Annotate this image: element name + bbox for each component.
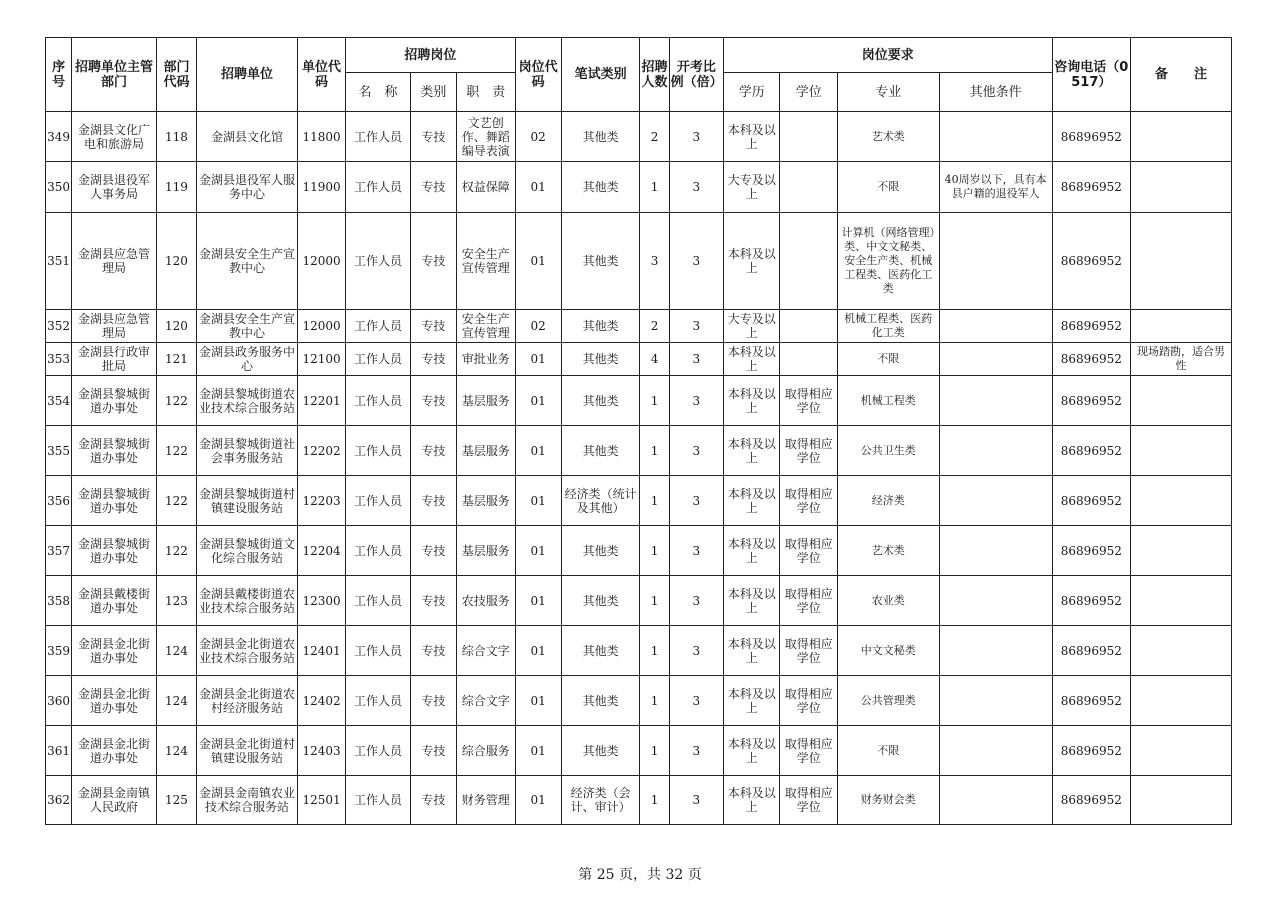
header-position-group: 招聘岗位 [346, 38, 515, 73]
cell-duty: 权益保障 [457, 162, 515, 213]
cell-other [939, 676, 1052, 726]
table-body [46, 112, 1232, 825]
cell-exam: 其他类 [561, 112, 640, 162]
cell-other [939, 576, 1052, 626]
cell-type: 专技 [410, 343, 456, 376]
cell-edu: 大专及以上 [724, 162, 780, 213]
cell-major: 农业类 [837, 576, 939, 626]
cell-seq: 352 [46, 310, 72, 343]
cell-type: 专技 [410, 376, 456, 426]
cell-count: 1 [640, 476, 669, 526]
cell-unit-code: 12501 [297, 776, 345, 825]
cell-name: 工作人员 [346, 626, 410, 676]
recruitment-table [45, 37, 1232, 825]
cell-major: 经济类 [837, 476, 939, 526]
header-major: 专业 [837, 73, 939, 112]
cell-remark [1131, 162, 1232, 213]
cell-name: 工作人员 [346, 726, 410, 776]
table-row [46, 676, 1232, 726]
cell-other [939, 476, 1052, 526]
cell-edu: 本科及以上 [724, 476, 780, 526]
cell-exam: 其他类 [561, 676, 640, 726]
cell-exam: 其他类 [561, 213, 640, 310]
cell-name: 工作人员 [346, 213, 410, 310]
header-ratio: 开考比例（倍） [669, 38, 723, 112]
header-req-group: 岗位要求 [724, 38, 1052, 73]
cell-unit: 金湖县戴楼街道农业技术综合服务站 [197, 576, 298, 626]
cell-seq: 353 [46, 343, 72, 376]
cell-unit-code: 12100 [297, 343, 345, 376]
cell-type: 专技 [410, 776, 456, 825]
cell-dept: 金湖县黎城街道办事处 [72, 426, 157, 476]
cell-dept-code: 120 [156, 310, 196, 343]
cell-unit: 金湖县黎城街道社会事务服务站 [197, 426, 298, 476]
cell-dept: 金湖县金南镇人民政府 [72, 776, 157, 825]
cell-dept-code: 124 [156, 626, 196, 676]
cell-major: 不限 [837, 726, 939, 776]
cell-major: 艺术类 [837, 112, 939, 162]
cell-unit-code: 12201 [297, 376, 345, 426]
cell-dept: 金湖县黎城街道办事处 [72, 476, 157, 526]
cell-edu: 本科及以上 [724, 776, 780, 825]
cell-count: 1 [640, 426, 669, 476]
cell-remark [1131, 676, 1232, 726]
cell-degree: 取得相应学位 [780, 776, 837, 825]
cell-unit-code: 12300 [297, 576, 345, 626]
cell-unit-code: 12403 [297, 726, 345, 776]
cell-name: 工作人员 [346, 776, 410, 825]
table-row [46, 162, 1232, 213]
cell-dept-code: 120 [156, 213, 196, 310]
cell-type: 专技 [410, 626, 456, 676]
cell-pos-code: 01 [515, 343, 561, 376]
cell-unit: 金湖县金北街道村镇建设服务站 [197, 726, 298, 776]
cell-type: 专技 [410, 476, 456, 526]
cell-seq: 351 [46, 213, 72, 310]
cell-ratio: 3 [669, 726, 723, 776]
header-remark: 备 注 [1131, 38, 1232, 112]
cell-count: 3 [640, 213, 669, 310]
cell-name: 工作人员 [346, 576, 410, 626]
cell-dept: 金湖县金北街道办事处 [72, 626, 157, 676]
cell-ratio: 3 [669, 676, 723, 726]
header-duty: 职 责 [457, 73, 515, 112]
table-row [46, 526, 1232, 576]
cell-other [939, 626, 1052, 676]
cell-major: 公共卫生类 [837, 426, 939, 476]
cell-unit: 金湖县文化馆 [197, 112, 298, 162]
cell-count: 1 [640, 676, 669, 726]
cell-major: 中文文秘类 [837, 626, 939, 676]
cell-type: 专技 [410, 310, 456, 343]
cell-exam: 其他类 [561, 626, 640, 676]
cell-degree [780, 162, 837, 213]
cell-other [939, 343, 1052, 376]
cell-pos-code: 02 [515, 112, 561, 162]
cell-name: 工作人员 [346, 343, 410, 376]
header-name: 名 称 [346, 73, 410, 112]
cell-dept-code: 121 [156, 343, 196, 376]
table-row [46, 626, 1232, 676]
cell-pos-code: 01 [515, 626, 561, 676]
cell-name: 工作人员 [346, 310, 410, 343]
cell-remark: 现场踏勘，适合男性 [1131, 343, 1232, 376]
cell-remark [1131, 776, 1232, 825]
cell-ratio: 3 [669, 426, 723, 476]
cell-pos-code: 01 [515, 776, 561, 825]
cell-unit: 金湖县金北街道农业技术综合服务站 [197, 626, 298, 676]
header-count: 招聘人数 [640, 38, 669, 112]
cell-count: 1 [640, 162, 669, 213]
cell-seq: 349 [46, 112, 72, 162]
cell-major: 艺术类 [837, 526, 939, 576]
cell-degree [780, 213, 837, 310]
cell-dept: 金湖县应急管理局 [72, 213, 157, 310]
cell-duty: 基层服务 [457, 426, 515, 476]
cell-unit-code: 12204 [297, 526, 345, 576]
cell-duty: 财务管理 [457, 776, 515, 825]
cell-pos-code: 01 [515, 576, 561, 626]
cell-count: 2 [640, 310, 669, 343]
cell-degree [780, 112, 837, 162]
cell-type: 专技 [410, 112, 456, 162]
cell-count: 1 [640, 776, 669, 825]
cell-seq: 362 [46, 776, 72, 825]
cell-major: 公共管理类 [837, 676, 939, 726]
cell-exam: 其他类 [561, 343, 640, 376]
cell-edu: 本科及以上 [724, 576, 780, 626]
cell-edu: 本科及以上 [724, 676, 780, 726]
cell-edu: 大专及以上 [724, 310, 780, 343]
cell-type: 专技 [410, 676, 456, 726]
cell-unit-code: 12000 [297, 310, 345, 343]
cell-duty: 综合服务 [457, 726, 515, 776]
cell-degree [780, 343, 837, 376]
cell-unit-code: 11800 [297, 112, 345, 162]
cell-ratio: 3 [669, 112, 723, 162]
cell-unit-code: 12401 [297, 626, 345, 676]
cell-phone: 86896952 [1052, 343, 1131, 376]
table-row [46, 576, 1232, 626]
table-row [46, 726, 1232, 776]
cell-type: 专技 [410, 576, 456, 626]
cell-other [939, 726, 1052, 776]
cell-name: 工作人员 [346, 426, 410, 476]
cell-pos-code: 01 [515, 676, 561, 726]
cell-degree: 取得相应学位 [780, 376, 837, 426]
cell-degree: 取得相应学位 [780, 526, 837, 576]
cell-remark [1131, 526, 1232, 576]
cell-count: 2 [640, 112, 669, 162]
cell-major: 不限 [837, 162, 939, 213]
cell-ratio: 3 [669, 376, 723, 426]
header-seq: 序号 [46, 38, 72, 112]
table-row [46, 476, 1232, 526]
cell-duty: 基层服务 [457, 376, 515, 426]
cell-other: 40周岁以下，具有本县户籍的退役军人 [939, 162, 1052, 213]
cell-duty: 综合文字 [457, 676, 515, 726]
header-type: 类别 [410, 73, 456, 112]
cell-phone: 86896952 [1052, 112, 1131, 162]
cell-unit-code: 12000 [297, 213, 345, 310]
cell-degree: 取得相应学位 [780, 676, 837, 726]
cell-exam: 其他类 [561, 310, 640, 343]
cell-exam: 其他类 [561, 526, 640, 576]
cell-dept-code: 118 [156, 112, 196, 162]
cell-pos-code: 01 [515, 426, 561, 476]
cell-exam: 其他类 [561, 426, 640, 476]
cell-degree: 取得相应学位 [780, 476, 837, 526]
header-degree: 学位 [780, 73, 837, 112]
header-unit: 招聘单位 [197, 38, 298, 112]
cell-ratio: 3 [669, 526, 723, 576]
cell-type: 专技 [410, 726, 456, 776]
cell-other [939, 776, 1052, 825]
cell-major: 不限 [837, 343, 939, 376]
header-dept: 招聘单位主管部门 [72, 38, 157, 112]
cell-ratio: 3 [669, 213, 723, 310]
cell-phone: 86896952 [1052, 476, 1131, 526]
header-exam: 笔试类别 [561, 38, 640, 112]
cell-exam: 经济类（会计、审计） [561, 776, 640, 825]
cell-exam: 其他类 [561, 162, 640, 213]
header-phone: 咨询电话（0517） [1052, 38, 1131, 112]
cell-remark [1131, 376, 1232, 426]
cell-exam: 其他类 [561, 376, 640, 426]
cell-count: 1 [640, 376, 669, 426]
cell-edu: 本科及以上 [724, 726, 780, 776]
cell-type: 专技 [410, 213, 456, 310]
header-edu: 学历 [724, 73, 780, 112]
cell-duty: 综合文字 [457, 626, 515, 676]
cell-remark [1131, 626, 1232, 676]
header-dept-code: 部门代码 [156, 38, 196, 112]
cell-other [939, 310, 1052, 343]
cell-edu: 本科及以上 [724, 626, 780, 676]
cell-phone: 86896952 [1052, 726, 1131, 776]
cell-unit: 金湖县金北街道农村经济服务站 [197, 676, 298, 726]
cell-major: 机械工程类、医药化工类 [837, 310, 939, 343]
cell-pos-code: 01 [515, 526, 561, 576]
cell-major: 计算机（网络管理）类、中文文秘类、安全生产类、机械工程类、医药化工类 [837, 213, 939, 310]
table-header [46, 38, 1232, 112]
cell-dept-code: 123 [156, 576, 196, 626]
cell-remark [1131, 426, 1232, 476]
cell-name: 工作人员 [346, 526, 410, 576]
cell-name: 工作人员 [346, 376, 410, 426]
cell-name: 工作人员 [346, 476, 410, 526]
cell-ratio: 3 [669, 162, 723, 213]
cell-seq: 359 [46, 626, 72, 676]
cell-count: 1 [640, 576, 669, 626]
cell-degree: 取得相应学位 [780, 576, 837, 626]
cell-phone: 86896952 [1052, 526, 1131, 576]
cell-seq: 361 [46, 726, 72, 776]
cell-phone: 86896952 [1052, 213, 1131, 310]
table-row [46, 426, 1232, 476]
cell-remark [1131, 112, 1232, 162]
cell-count: 1 [640, 526, 669, 576]
cell-dept-code: 119 [156, 162, 196, 213]
table-row [46, 310, 1232, 343]
header-unit-code: 单位代码 [297, 38, 345, 112]
cell-other [939, 526, 1052, 576]
cell-exam: 经济类（统计及其他） [561, 476, 640, 526]
cell-dept-code: 124 [156, 676, 196, 726]
cell-remark [1131, 213, 1232, 310]
cell-exam: 其他类 [561, 726, 640, 776]
cell-dept: 金湖县金北街道办事处 [72, 726, 157, 776]
cell-unit: 金湖县退役军人服务中心 [197, 162, 298, 213]
cell-edu: 本科及以上 [724, 376, 780, 426]
cell-remark [1131, 310, 1232, 343]
cell-phone: 86896952 [1052, 376, 1131, 426]
cell-phone: 86896952 [1052, 626, 1131, 676]
cell-dept: 金湖县戴楼街道办事处 [72, 576, 157, 626]
cell-count: 1 [640, 726, 669, 776]
cell-phone: 86896952 [1052, 162, 1131, 213]
cell-edu: 本科及以上 [724, 343, 780, 376]
cell-remark [1131, 726, 1232, 776]
cell-dept-code: 122 [156, 376, 196, 426]
cell-dept-code: 125 [156, 776, 196, 825]
cell-seq: 355 [46, 426, 72, 476]
cell-major: 财务财会类 [837, 776, 939, 825]
page-footer: 第 25 页，共 32 页 [578, 867, 702, 883]
cell-edu: 本科及以上 [724, 213, 780, 310]
cell-seq: 360 [46, 676, 72, 726]
cell-other [939, 426, 1052, 476]
cell-remark [1131, 476, 1232, 526]
cell-dept: 金湖县行政审批局 [72, 343, 157, 376]
cell-ratio: 3 [669, 310, 723, 343]
cell-name: 工作人员 [346, 676, 410, 726]
cell-phone: 86896952 [1052, 776, 1131, 825]
cell-pos-code: 01 [515, 726, 561, 776]
cell-unit-code: 11900 [297, 162, 345, 213]
cell-seq: 356 [46, 476, 72, 526]
cell-unit-code: 12402 [297, 676, 345, 726]
cell-ratio: 3 [669, 343, 723, 376]
cell-type: 专技 [410, 426, 456, 476]
cell-duty: 安全生产宣传管理 [457, 310, 515, 343]
cell-dept-code: 122 [156, 526, 196, 576]
cell-dept: 金湖县黎城街道办事处 [72, 376, 157, 426]
cell-unit: 金湖县黎城街道村镇建设服务站 [197, 476, 298, 526]
cell-type: 专技 [410, 526, 456, 576]
cell-pos-code: 01 [515, 213, 561, 310]
cell-phone: 86896952 [1052, 676, 1131, 726]
cell-pos-code: 01 [515, 162, 561, 213]
cell-count: 4 [640, 343, 669, 376]
cell-seq: 354 [46, 376, 72, 426]
cell-dept-code: 122 [156, 476, 196, 526]
cell-dept: 金湖县文化广电和旅游局 [72, 112, 157, 162]
cell-duty: 基层服务 [457, 526, 515, 576]
table-row [46, 376, 1232, 426]
cell-phone: 86896952 [1052, 576, 1131, 626]
table-row [46, 343, 1232, 376]
cell-dept: 金湖县退役军人事务局 [72, 162, 157, 213]
cell-seq: 358 [46, 576, 72, 626]
cell-major: 机械工程类 [837, 376, 939, 426]
cell-pos-code: 01 [515, 376, 561, 426]
cell-count: 1 [640, 626, 669, 676]
cell-unit-code: 12202 [297, 426, 345, 476]
cell-seq: 357 [46, 526, 72, 576]
cell-dept: 金湖县应急管理局 [72, 310, 157, 343]
cell-duty: 安全生产宣传管理 [457, 213, 515, 310]
cell-degree: 取得相应学位 [780, 726, 837, 776]
cell-edu: 本科及以上 [724, 112, 780, 162]
cell-unit: 金湖县安全生产宣教中心 [197, 213, 298, 310]
cell-unit: 金湖县黎城街道文化综合服务站 [197, 526, 298, 576]
cell-other [939, 112, 1052, 162]
cell-dept: 金湖县金北街道办事处 [72, 676, 157, 726]
cell-other [939, 376, 1052, 426]
cell-ratio: 3 [669, 476, 723, 526]
cell-unit: 金湖县黎城街道农业技术综合服务站 [197, 376, 298, 426]
cell-exam: 其他类 [561, 576, 640, 626]
cell-seq: 350 [46, 162, 72, 213]
cell-degree [780, 310, 837, 343]
header-pos-code: 岗位代码 [515, 38, 561, 112]
cell-duty: 基层服务 [457, 476, 515, 526]
cell-ratio: 3 [669, 776, 723, 825]
table-row [46, 776, 1232, 825]
cell-duty: 文艺创作、舞蹈编导表演 [457, 112, 515, 162]
cell-edu: 本科及以上 [724, 526, 780, 576]
cell-unit: 金湖县金南镇农业技术综合服务站 [197, 776, 298, 825]
cell-pos-code: 02 [515, 310, 561, 343]
table-row [46, 213, 1232, 310]
cell-phone: 86896952 [1052, 426, 1131, 476]
cell-name: 工作人员 [346, 112, 410, 162]
cell-remark [1131, 576, 1232, 626]
cell-dept-code: 122 [156, 426, 196, 476]
cell-pos-code: 01 [515, 476, 561, 526]
cell-dept-code: 124 [156, 726, 196, 776]
cell-unit-code: 12203 [297, 476, 345, 526]
cell-phone: 86896952 [1052, 310, 1131, 343]
cell-type: 专技 [410, 162, 456, 213]
cell-degree: 取得相应学位 [780, 626, 837, 676]
cell-name: 工作人员 [346, 162, 410, 213]
cell-other [939, 213, 1052, 310]
cell-ratio: 3 [669, 576, 723, 626]
cell-edu: 本科及以上 [724, 426, 780, 476]
table-row [46, 112, 1232, 162]
cell-unit: 金湖县政务服务中心 [197, 343, 298, 376]
cell-degree: 取得相应学位 [780, 426, 837, 476]
cell-unit: 金湖县安全生产宣教中心 [197, 310, 298, 343]
cell-ratio: 3 [669, 626, 723, 676]
header-other: 其他条件 [939, 73, 1052, 112]
cell-duty: 农技服务 [457, 576, 515, 626]
cell-dept: 金湖县黎城街道办事处 [72, 526, 157, 576]
cell-duty: 审批业务 [457, 343, 515, 376]
